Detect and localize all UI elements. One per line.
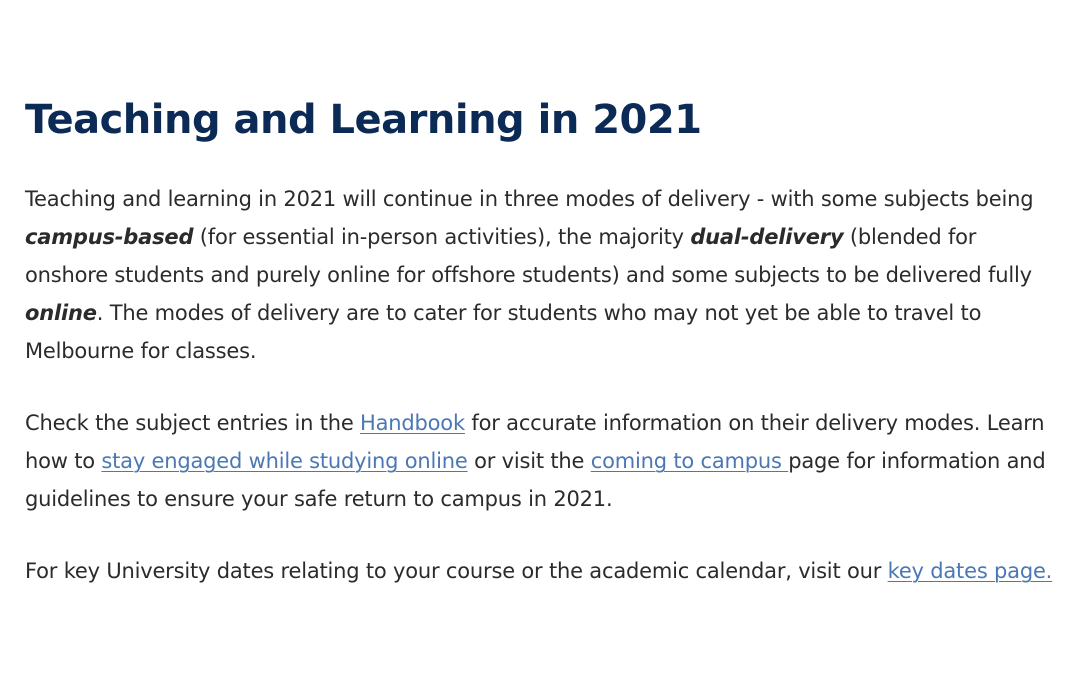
text-segment: Check the subject entries in the xyxy=(25,411,361,435)
handbook-link[interactable]: Handbook xyxy=(360,411,465,435)
text-segment: . The modes of delivery are to cater for students who may not yet be able to travel to Melbourne for classes. xyxy=(25,301,982,363)
emphasis-online: online xyxy=(25,301,97,325)
page-title: Teaching and Learning in 2021 xyxy=(25,97,702,143)
coming-to-campus-link[interactable]: coming to campus xyxy=(590,449,789,473)
text-segment: (for essential in-person activities), the majority xyxy=(193,225,691,249)
stay-engaged-link[interactable]: stay engaged while studying online xyxy=(101,449,468,473)
text-segment: For key University dates relating to your course or the academic calendar, visit our xyxy=(25,559,888,583)
text-segment: for accurate information on their delivery modes. Learn how to xyxy=(25,411,1045,473)
text-segment: (blended for onshore students and purely online for offshore students) and some subjects to be delivered fully xyxy=(25,225,1032,287)
emphasis-campus-based: campus-based xyxy=(25,225,194,249)
resources-paragraph xyxy=(25,404,1055,518)
main-content xyxy=(25,92,1055,590)
emphasis-dual-delivery: dual-delivery xyxy=(690,225,844,249)
text-segment: or visit the xyxy=(467,449,591,473)
text-segment: page for information and guidelines to ensure your safe return to campus in 2021. xyxy=(25,449,1046,511)
text-segment: Teaching and learning in 2021 will continue in three modes of delivery - with some subjects being xyxy=(25,187,1034,211)
delivery-modes-paragraph xyxy=(25,180,1055,370)
key-dates-paragraph xyxy=(25,552,1055,590)
key-dates-link[interactable]: key dates page. xyxy=(887,559,1053,583)
